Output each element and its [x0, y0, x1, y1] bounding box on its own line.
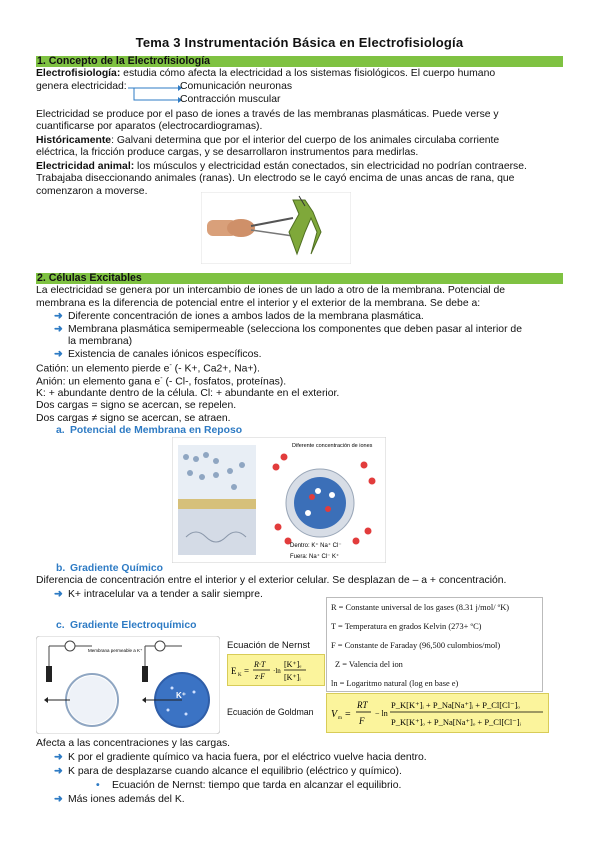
electrochemical-cells-figure — [36, 636, 220, 734]
svg-text:V: V — [331, 709, 338, 720]
svg-text:K: K — [238, 673, 242, 678]
s2-bullet-2-cont: la membrana) — [68, 336, 133, 347]
svg-text:E: E — [231, 666, 237, 676]
hist-term: Históricamente — [36, 135, 112, 146]
s1-animal-2: Trabajaba diseccionando animales (ranas). Un electrodo se le cayó encima de unas ancas de rana, que — [36, 173, 515, 184]
svg-text:R·T: R·T — [254, 660, 266, 669]
ion-concentration-figure — [172, 437, 386, 563]
svg-text:P_K[K⁺]ᵢ + P_Na[Na⁺]ᵢ + P_Cl[C: P_K[K⁺]ᵢ + P_Na[Na⁺]ᵢ + P_Cl[Cl⁻]ₒ — [391, 700, 520, 710]
hist-text: : Galvani determina que por el interior del cuerpo de los animales circulaba corriente — [111, 135, 500, 146]
bullet-dot-icon: • — [96, 780, 100, 791]
legend-r: R = Constante universal de los gases (8.31 j/mol/ ºK) — [331, 603, 510, 612]
nernst-formula — [227, 654, 325, 686]
bullet2-2: ➜ K para de desplazarse cuando alcance el equilibrio (eléctrico y químico). — [54, 766, 402, 777]
svg-text:·ln: ·ln — [273, 667, 281, 675]
section-1-heading: 1. Concepto de la Electrofisiología — [36, 56, 563, 67]
arrow-icon: ➜ — [54, 311, 63, 322]
legend-f: F = Constante de Faraday (96,500 culombios/mol) — [331, 641, 501, 650]
arrow-icon: ➜ — [54, 752, 63, 763]
arrow-icon: ➜ — [54, 589, 63, 600]
def-text2: genera electricidad: — [36, 81, 127, 92]
svg-text:P_K[K⁺]ₒ + P_Na[Na⁺]ₒ + P_Cl[C: P_K[K⁺]ₒ + P_Na[Na⁺]ₒ + P_Cl[Cl⁻]ᵢ — [391, 717, 521, 727]
subsection-c: c. Gradiente Electroquímico — [56, 620, 197, 631]
b-text: Diferencia de concentración entre el interior y el exterior celular. Se desplazan de – a + concentración. — [36, 575, 507, 586]
variables-legend — [326, 597, 543, 692]
arrow-icon: ➜ — [54, 324, 63, 335]
s2-bullet-2: ➜ Membrana plasmática semipermeable (selecciona los componentes que deben pasar al interior de — [54, 324, 522, 335]
branch-2: Contracción muscular — [180, 94, 281, 105]
svg-text:m: m — [338, 716, 342, 721]
branch-1: Comunicación neuronas — [180, 81, 293, 92]
page-title: Tema 3 Instrumentación Básica en Electrofisiología — [135, 35, 464, 50]
after-text: Afecta a las concentraciones y las cargas. — [36, 738, 231, 749]
membrane-label: Membrana permeable a K⁺ — [88, 648, 143, 653]
equal-charges-line: Dos cargas = signo se acercan, se repelen. — [36, 400, 237, 411]
s1-history — [36, 135, 563, 148]
branch-arrows — [128, 82, 182, 104]
anim-text: los músculos y electricidad están conectados, sin electricidad no podrían contraerse. — [134, 161, 527, 172]
s2-p1: La electricidad se genera por un intercambio de iones de un lado a otro de la membrana. Potencial de — [36, 285, 506, 296]
svg-text:[K⁺]ₑ: [K⁺]ₑ — [284, 660, 302, 669]
arrow-icon: ➜ — [54, 349, 63, 360]
svg-text:F: F — [359, 716, 365, 726]
subbullet: • Ecuación de Nernst: tiempo que tarda en alcanzar el equilibrio. — [96, 780, 402, 791]
goldman-formula — [326, 693, 549, 733]
anion-line: Anión: un elemento gana e- (- Cl-, fosfatos, proteínas). — [36, 375, 287, 388]
svg-text:K⁺: K⁺ — [176, 691, 186, 700]
section-2-heading: 2. Células Excitables — [36, 273, 563, 284]
fig-a-inside: Dentro: K⁺ Na⁺ Cl⁻ — [290, 543, 342, 549]
bullet2-1: ➜ K por el gradiente químico va hacia fuera, por el eléctrico vuelve hacia dentro. — [54, 752, 427, 763]
nernst-label: Ecuación de Nernst — [227, 640, 310, 651]
frog-legs-illustration — [201, 192, 351, 264]
subsection-a: a. Potencial de Membrana en Reposo — [56, 425, 243, 436]
s2-bullet-1: ➜ Diferente concentración de iones a ambos lados de la membrana plasmática. — [54, 311, 424, 322]
arrow-icon: ➜ — [54, 794, 63, 805]
cation-line: Catión: un elemento pierde e- (- K+, Ca2+, Na+). — [36, 362, 260, 375]
b-bullet: ➜ K+ intracelular va a tender a salir siempre. — [54, 589, 263, 600]
s1-animal — [36, 161, 563, 174]
svg-text:[K⁺]ᵢ: [K⁺]ᵢ — [284, 673, 301, 682]
s1-definition — [36, 68, 563, 81]
legend-t: T = Temperatura en grados Kelvin (273+ ºC) — [331, 622, 482, 631]
s1-p1a: Electricidad se produce por el paso de iones a través de las membranas plasmáticas. Puede verse y — [36, 109, 499, 120]
bullet2-3: ➜ Más iones además del K. — [54, 794, 185, 805]
svg-text:− ln: − ln — [375, 709, 388, 718]
s1-history-2: eléctrica, la fricción produce cargas, y se desarrollaron instrumentos para medirlas. — [36, 147, 419, 158]
svg-text:=: = — [244, 666, 250, 676]
svg-text:=: = — [345, 709, 351, 720]
diff-charges-line: Dos cargas ≠ signo se acercan, se atraen. — [36, 413, 231, 424]
k-line: K: + abundante dentro de la célula. Cl: + abundante en el exterior. — [36, 388, 340, 399]
legend-ln: ln = Logaritmo natural (log en base e) — [331, 679, 459, 688]
fig-a-title: Diferente concentración de iones — [292, 443, 373, 449]
s1-p1b: cuantificarse por aparatos (electrocardiogramas). — [36, 121, 263, 132]
def-text: estudia cómo afecta la electricidad a los sistemas fisiológicos. El cuerpo humano — [120, 68, 496, 79]
s2-bullet-3: ➜ Existencia de canales iónicos específicos. — [54, 349, 262, 360]
s2-p2: membrana es la diferencia de potencial entre el interior y el exterior de la membrana. Se debe a: — [36, 298, 481, 309]
svg-text:z·F: z·F — [255, 672, 265, 681]
s1-animal-3: comenzaron a moverse. — [36, 186, 148, 197]
subsection-b: b. Gradiente Químico — [56, 563, 163, 574]
legend-z: Z = Valencia del ion — [335, 660, 403, 669]
arrow-icon: ➜ — [54, 766, 63, 777]
fig-a-outside: Fuera: Na⁺ Cl⁻ K⁺ — [290, 554, 340, 560]
def-term: Electrofisiología: — [36, 68, 121, 79]
goldman-label: Ecuación de Goldman — [227, 707, 314, 717]
anim-term: Electricidad animal: — [36, 161, 135, 172]
svg-text:RT: RT — [357, 700, 368, 710]
